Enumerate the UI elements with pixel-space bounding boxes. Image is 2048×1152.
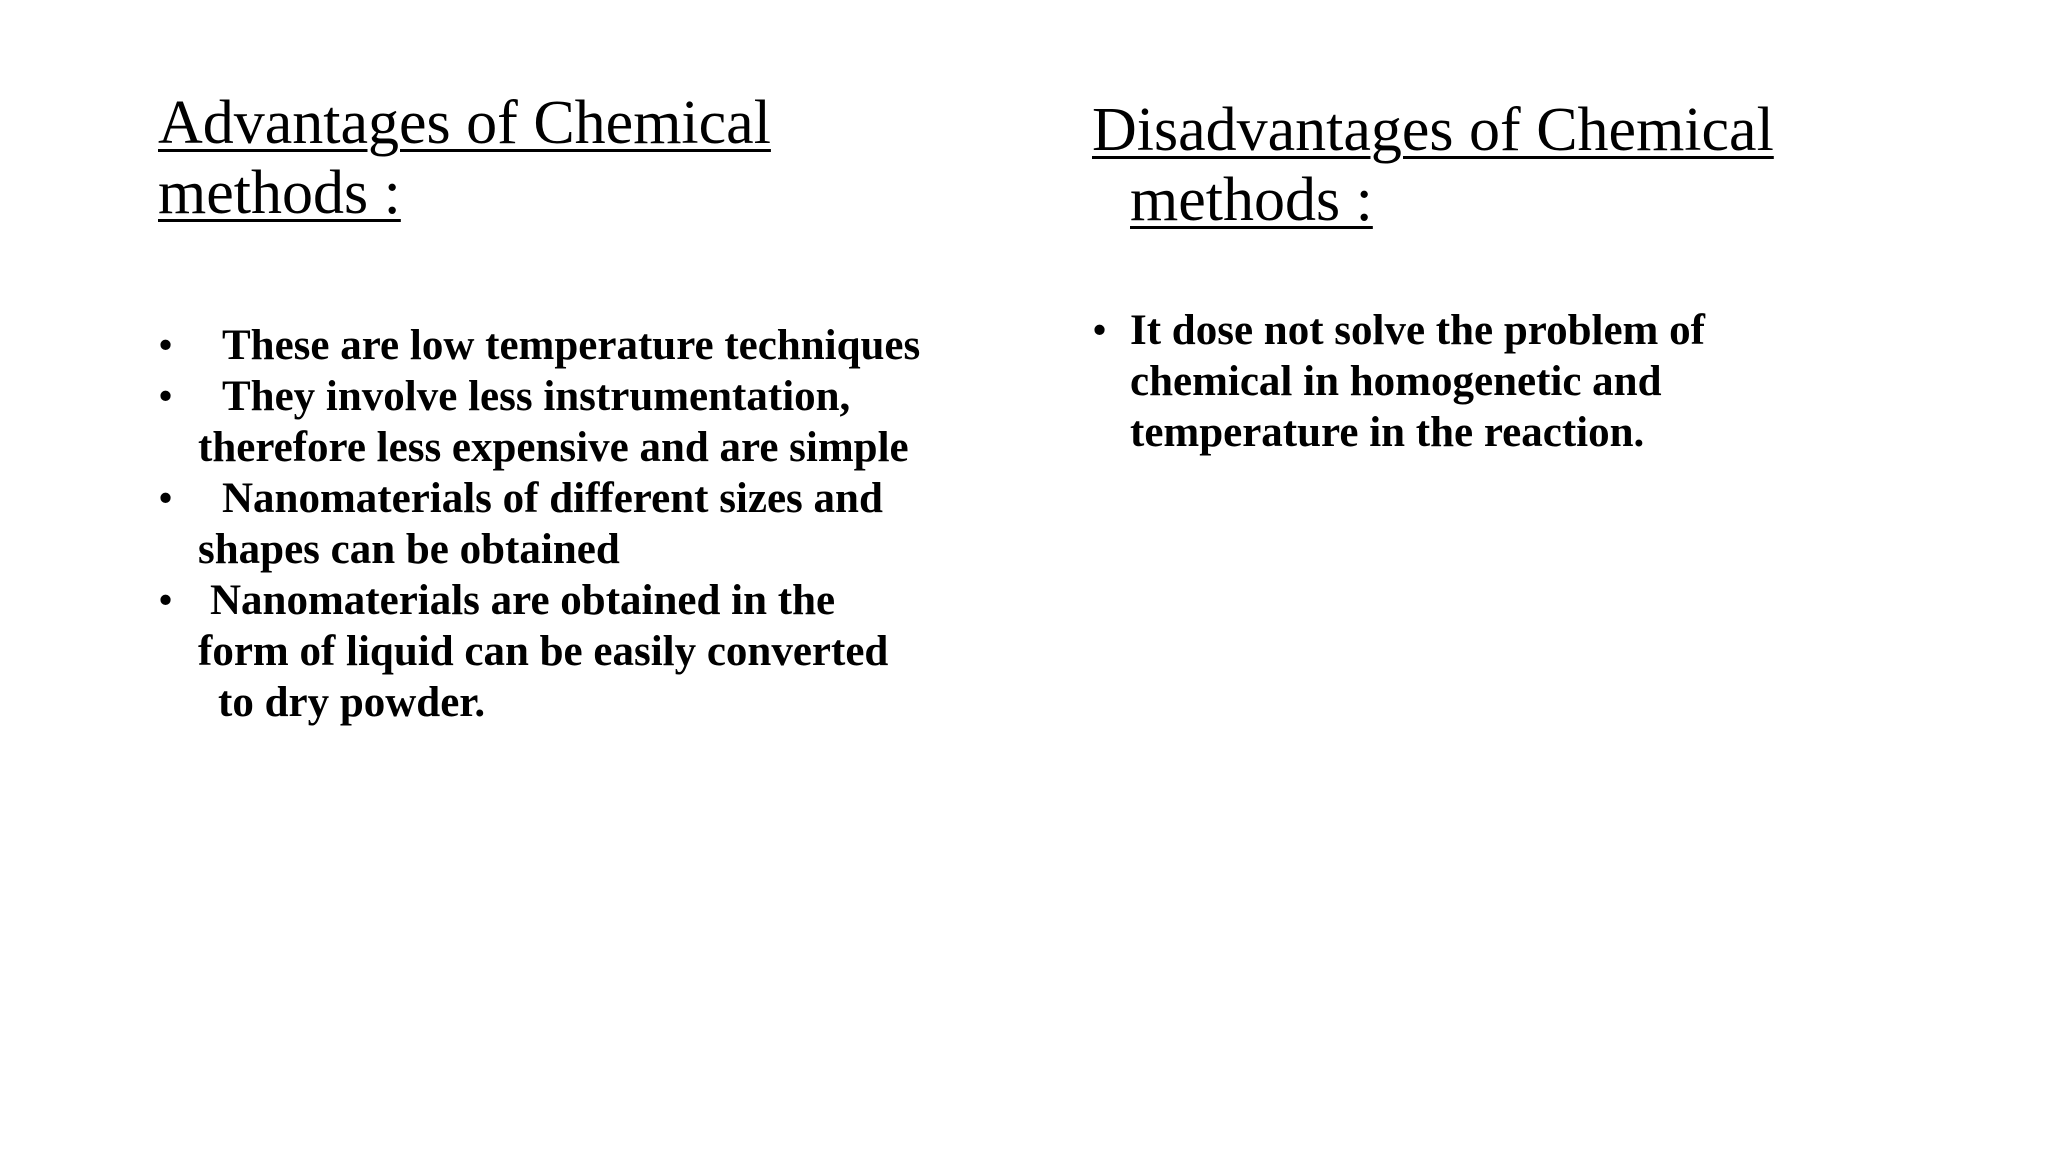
list-item-text: [198, 371, 1018, 473]
disadvantages-list: [1092, 305, 1992, 458]
disadvantages-heading: [1092, 95, 1774, 235]
list-item-text: [198, 473, 1018, 575]
list-item-line: shapes can be obtained: [198, 526, 620, 573]
disadvantages-heading-line-2: methods :: [1130, 166, 1373, 234]
list-item-line: These are low temperature techniques: [222, 322, 921, 369]
list-item: [1092, 305, 1992, 458]
bullet-icon: •: [158, 475, 174, 522]
bullet-icon: •: [158, 322, 174, 369]
advantages-list: [158, 320, 1018, 728]
bullet-icon: •: [158, 373, 174, 420]
list-item-line: temperature in the reaction.: [1130, 409, 1645, 456]
list-item: [158, 575, 1018, 728]
list-item-text: [222, 320, 1018, 371]
list-item-line: form of liquid can be easily converted: [198, 628, 889, 675]
advantages-heading-line-1: Advantages of Chemical: [158, 89, 771, 157]
advantages-heading-line-2: methods :: [158, 159, 401, 227]
list-item-line: Nanomaterials are obtained in the: [210, 577, 836, 624]
list-item-line: therefore less expensive and are simple: [198, 424, 909, 471]
list-item-line: to dry powder.: [218, 679, 486, 726]
list-item-line: It dose not solve the problem of: [1130, 307, 1705, 354]
disadvantages-heading-line-1: Disadvantages of Chemical: [1092, 96, 1774, 164]
list-item: [158, 371, 1018, 473]
list-item-line: They involve less instrumentation,: [222, 373, 851, 420]
list-item-line: Nanomaterials of different sizes and: [222, 475, 883, 522]
list-item-line: chemical in homogenetic and: [1130, 358, 1662, 405]
bullet-icon: •: [1092, 307, 1108, 354]
list-item: [158, 320, 1018, 371]
bullet-icon: •: [158, 577, 174, 624]
list-item: [158, 473, 1018, 575]
advantages-heading: [158, 88, 771, 228]
list-item-text: [198, 575, 1018, 728]
list-item-text: [1130, 305, 1992, 458]
